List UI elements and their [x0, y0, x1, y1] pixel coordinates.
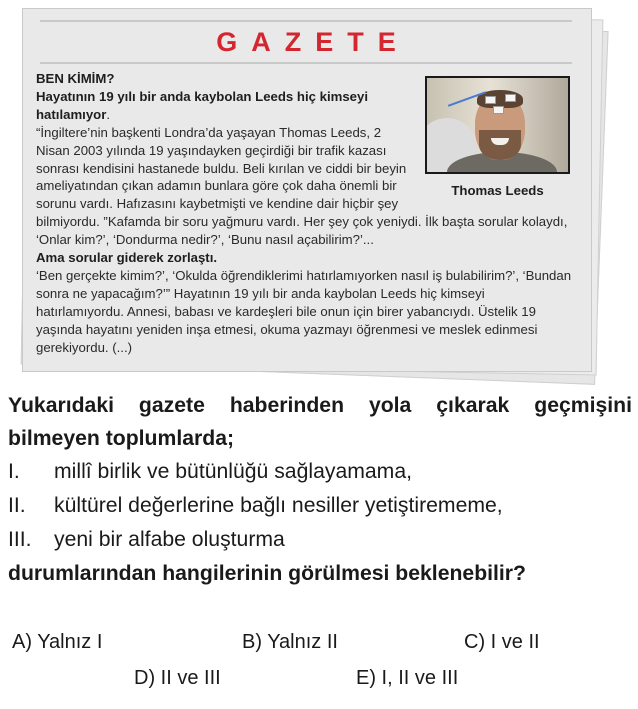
news-article: Thomas Leeds BEN KİMİM? Hayatının 19 yılı bir anda kaybolan Leeds hiç kimseyi hatılamıyor. “İngiltere’nin başkenti Londra’da yaşayan Thomas Leeds, 2 Nisan 2003 yılında 19 yaşındayken geçirdiği bir trafik kazası sonrası kendisini hastanede buldu. Beli kırılan ve ciddi bir beyin ameliyatından çıkan adamın bunlara göre çok daha önemli bir sorunu vardı. Hafızasını kaybetmişti ve kendine dair hiçbir şey bilmiyordu. ”Kafamda bir soru yağmuru vardı. Her şey çok yeniydi. İlk başta sorular kolaydı, ‘Onlar kim?’, ‘Dondurma nedir?’, ‘Bunu nasıl açabilirim?’... Ama sorular giderek zorlaştı. ‘Ben gerçekte kimim?’, ‘Okulda öğrendiklerimi hatırlamıyorken nasıl iş bulabilirim?’, ‘Bundan sonra ne yapacağım?’” Hayatının 19 yılı bir anda kaybolan Leeds hiç kimseyi hatırlamıyordu. Annesi, babası ve kardeşleri bile onun için birer yabancıydı. Üstelik 19 yaşında hayatını yeniden inşa etmesi, okuma yazmayı öğrenmesi ve meslek edinmesi gerekiyordu. (...): [36, 70, 574, 357]
option-b[interactable]: B) Yalnız II: [242, 631, 338, 653]
photo-box: [425, 76, 570, 200]
statement-text: yeni bir alfabe oluşturma: [54, 528, 285, 551]
article-subheading-2: Ama sorular giderek zorlaştı.: [36, 250, 218, 266]
photo-caption: Thomas Leeds: [451, 183, 544, 198]
option-a[interactable]: A) Yalnız I: [12, 631, 103, 653]
article-paragraph-2: ‘Ben gerçekte kimim?’, ‘Okulda öğrendiklerimi hatırlamıyorken nasıl iş bulabilirim?’, ‘Bundan sonra ne yapacağım?’” Hayatının 19 yılı bir anda kaybolan Leeds hiç kimseyi hatırlamıyordu. Annesi, babası ve kardeşleri bile onun için birer yabancıydı. Üstelik 19 yaşında hayatını yeniden inşa etmesi, okuma yazmayı öğrenmesi ve meslek edinmesi gerekiyordu. (...): [36, 267, 572, 355]
statement-number: II.: [8, 494, 26, 517]
option-c[interactable]: C) I ve II: [464, 631, 540, 653]
article-subheadline: Hayatının 19 yılı bir anda kaybolan Leeds hiç kimseyi hatılamıyor: [36, 88, 369, 122]
option-e[interactable]: E) I, II ve III: [356, 667, 459, 689]
article-headline: BEN KİMİM?: [36, 71, 115, 86]
statement-number: I.: [8, 460, 20, 483]
question-stem-line-1: Yukarıdaki gazete haberinden yola çıkarak geçmişini: [8, 394, 632, 417]
statement-item: [8, 455, 632, 489]
statement-number: III.: [8, 528, 32, 551]
statement-item: [8, 523, 632, 557]
question-stem-end: durumlarından hangilerinin görülmesi beklenebilir?: [8, 562, 526, 585]
newspaper-masthead: [40, 20, 572, 64]
statement-text: millî birlik ve bütünlüğü sağlayamama,: [54, 460, 412, 483]
question-block: [8, 389, 632, 591]
statement-text: kültürel değerlerine bağlı nesiller yetiştirememe,: [54, 494, 503, 517]
article-paragraph-1: “İngiltere’nin başkenti Londra’da yaşayan Thomas Leeds, 2 Nisan 2003 yılında 19 yaşındayken geçirdiği bir trafik kazası sonrası kendisini hastanede buldu. Beli kırılan ve ciddi bir beyin ameliyatından çıkan adamın bunlara göre çok daha önemli bir sorunu vardı. Hafızasını kaybetmişti ve kendine dair hiçbir şey bilmiyordu. ”Kafamda bir soru yağmuru vardı. Her şey çok yeniydi. İlk başta sorular kolaydı, ‘Onlar kim?’, ‘Dondurma nedir?’, ‘Bunu nasıl açabilirim?’...: [36, 124, 568, 248]
question-stem-line-2: bilmeyen toplumlarda;: [8, 427, 235, 450]
option-d[interactable]: D) II ve III: [134, 667, 221, 689]
masthead-title: GAZETE: [216, 27, 410, 57]
statement-item: [8, 489, 632, 523]
portrait-photo: [425, 76, 570, 174]
